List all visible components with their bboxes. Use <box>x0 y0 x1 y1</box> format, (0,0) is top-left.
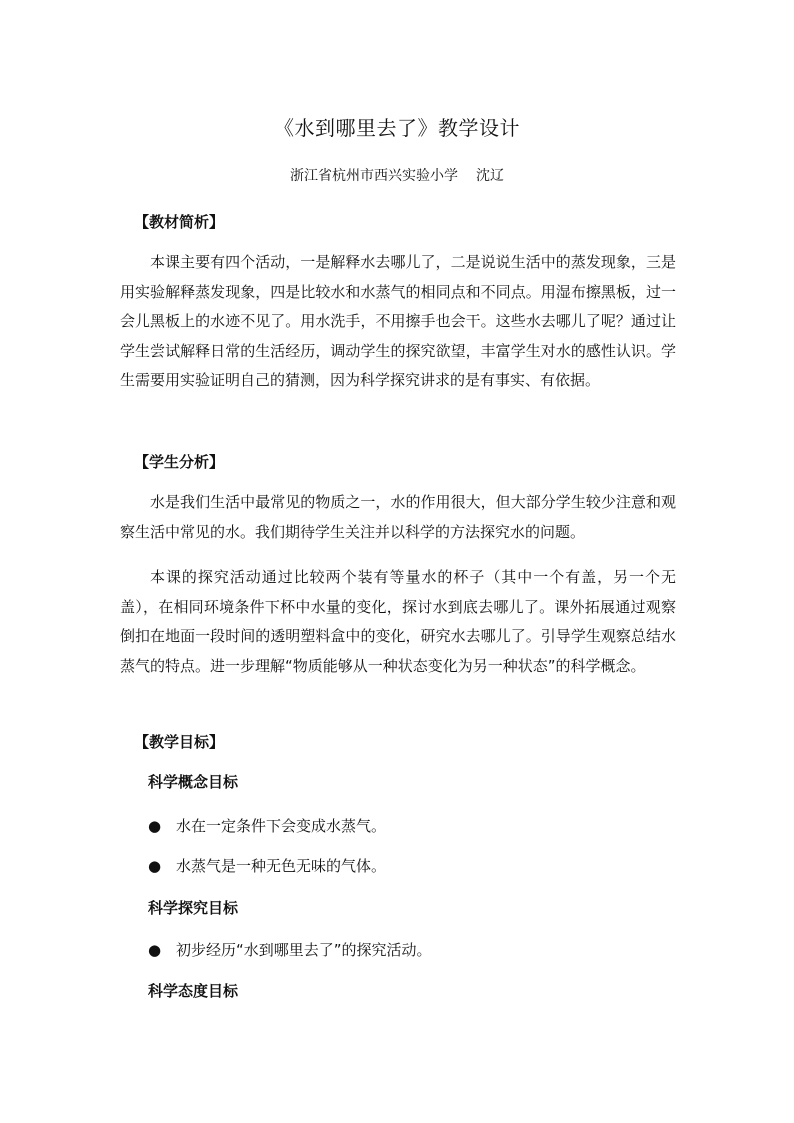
document-title: 《水到哪里去了》教学设计 <box>274 116 520 140</box>
paragraph-students-2: 本课的探究活动通过比较两个装有等量水的杯子（其中一个有盖，另一个无盖），在相同环境条件下杯中水量的变化，探讨水到底去哪儿了。课外拓展通过观察倒扣在地面一段时间的透明塑料盒中的变化，研究水去哪儿了。引导学生观察总结水蒸气的特点。进一步理解“物质能够从一种状态变化为另一种状态”的科学概念。 <box>120 568 676 675</box>
black-circle-bullet-icon: ● <box>148 817 162 835</box>
list-item-text: 初步经历“水到哪里去了”的探究活动。 <box>176 941 432 959</box>
black-circle-bullet-icon: ● <box>148 857 162 875</box>
paragraph-materials: 本课主要有四个活动，一是解释水去哪儿了，二是说说生活中的蒸发现象，三是用实验解释蒸发现象，四是比较水和水蒸气的相同点和不同点。用湿布擦黑板，过一会儿黑板上的水迹不见了。用水洗手，不用擦手也会干。这些水去哪儿了呢？通过让学生尝试解释日常的生活经历，调动学生的探究欲望，丰富学生对水的感性认识。学生需要用实验证明自己的猜测，因为科学探究讲求的是有事实、有依据。 <box>120 253 676 389</box>
heading-materials: 【教材简析】 <box>134 213 225 231</box>
list-item-text: 水在一定条件下会变成水蒸气。 <box>176 817 387 835</box>
list-item <box>148 815 386 836</box>
heading-students: 【学生分析】 <box>134 453 225 471</box>
list-item-text: 水蒸气是一种无色无味的气体。 <box>176 857 387 875</box>
subheading-concept-goals: 科学概念目标 <box>148 773 239 791</box>
subheading-attitude-goals: 科学态度目标 <box>148 982 239 1000</box>
author-line <box>0 165 794 185</box>
subheading-inquiry-goals: 科学探究目标 <box>148 899 239 917</box>
paragraph-students-1: 水是我们生活中最常见的物质之一，水的作用很大，但大部分学生较少注意和观察生活中常见的水。我们期待学生关注并以科学的方法探究水的问题。 <box>120 493 676 541</box>
list-item <box>148 939 432 960</box>
author-school: 浙江省杭州市西兴实验小学 <box>290 168 458 184</box>
black-circle-bullet-icon: ● <box>148 941 162 959</box>
author-name: 沈辽 <box>476 168 504 184</box>
list-item <box>148 855 386 876</box>
heading-goals: 【教学目标】 <box>134 733 225 751</box>
